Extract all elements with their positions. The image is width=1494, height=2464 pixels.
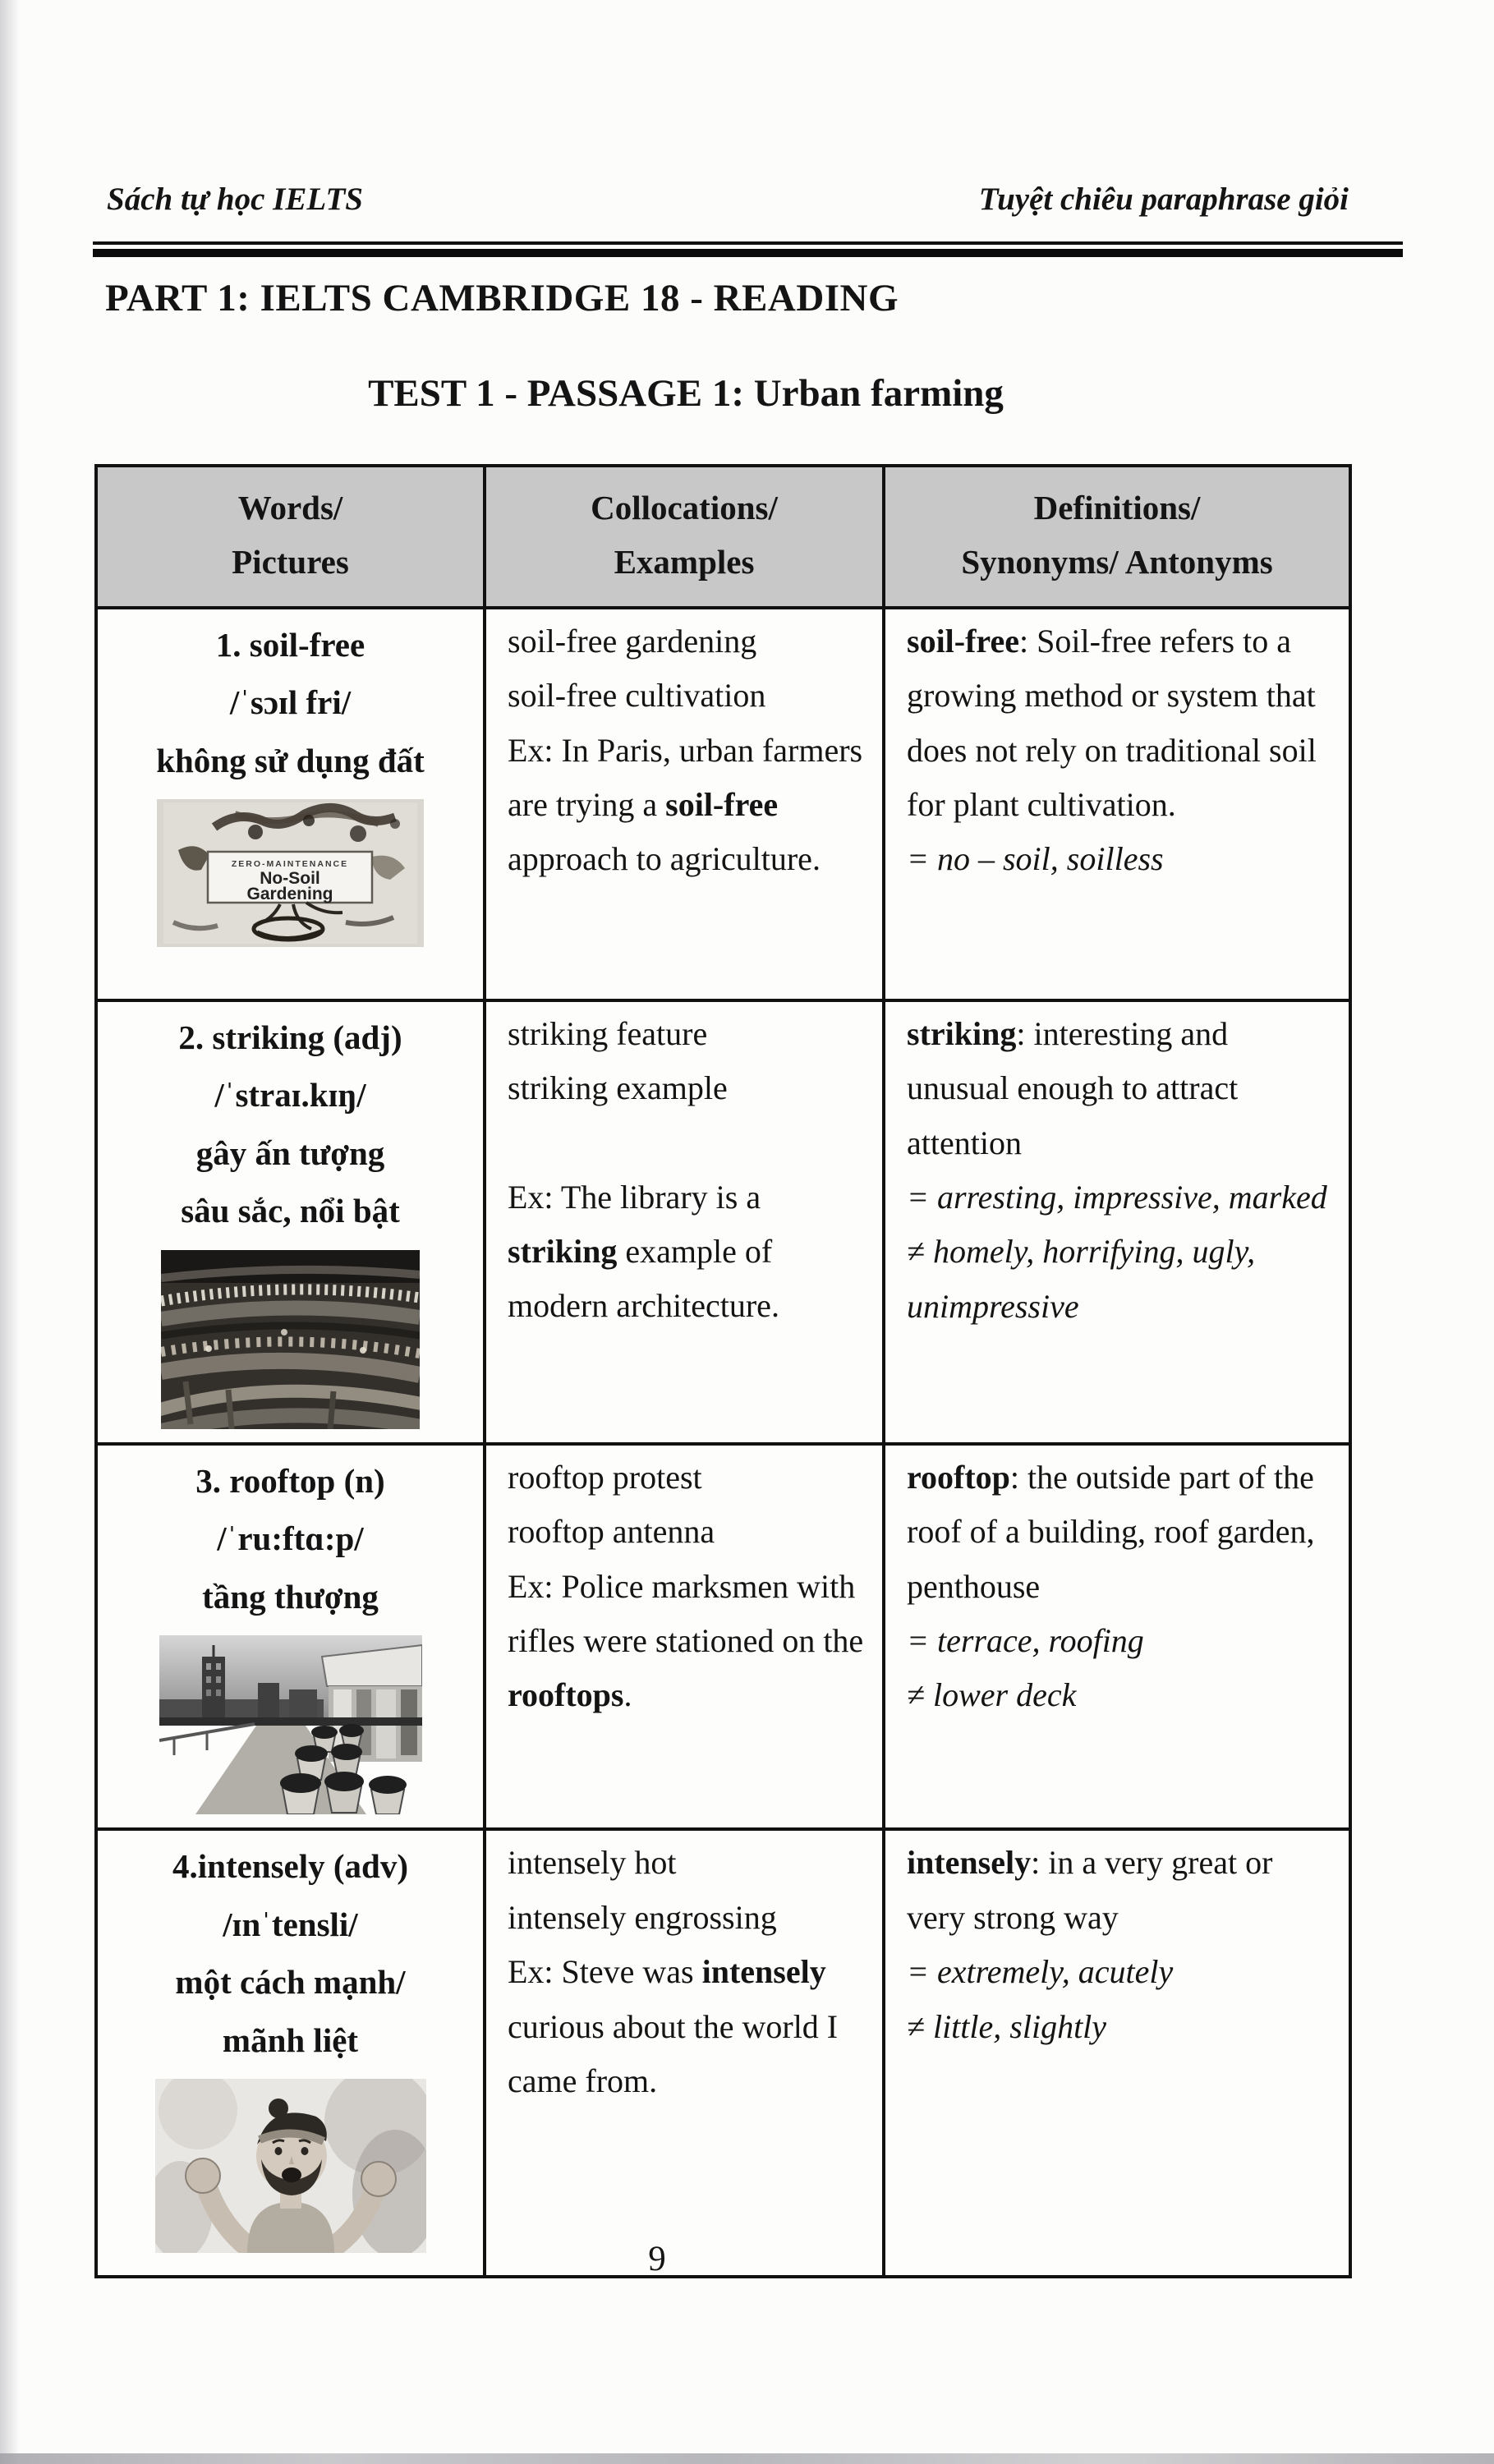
- word-line: 4.intensely (adv): [172, 1847, 408, 1886]
- header-collocations-examples: Collocations/ Examples: [485, 466, 884, 608]
- word-cell: [96, 608, 485, 1000]
- word-line: 1. soil-free: [215, 625, 365, 664]
- cell-paragraph: [907, 2000, 1332, 2054]
- cell-paragraph: [907, 1614, 1332, 1668]
- text-segment: striking example: [508, 1069, 728, 1107]
- cell-paragraph: [907, 832, 1332, 886]
- header-definitions-synonyms: Definitions/ Synonyms/ Antonyms: [884, 466, 1350, 608]
- collocations-cell: [485, 608, 884, 1000]
- text-segment: Ex: In Paris, urban farmers are trying a: [508, 731, 863, 823]
- definitions-cell: [884, 1000, 1350, 1444]
- word-line: 2. striking (adj): [178, 1018, 402, 1056]
- word-cell: [96, 1444, 485, 1830]
- cell-paragraph: [508, 614, 866, 669]
- cell-paragraph: [907, 1225, 1332, 1334]
- text-segment: Ex: The library is a: [508, 1178, 761, 1216]
- text-segment: .: [623, 1676, 632, 1714]
- text-segment: intensely engrossing: [508, 1898, 777, 1936]
- text-segment: approach to agriculture.: [508, 840, 821, 878]
- vocabulary-table: [94, 464, 1352, 2278]
- text-segment: rooftop: [907, 1458, 1010, 1496]
- word-cell: [96, 1000, 485, 1444]
- header-rule: [93, 241, 1403, 257]
- text-segment: soil-free: [665, 785, 779, 823]
- text-segment: curious about the world I came from.: [508, 2007, 839, 2099]
- text-segment: striking feature: [508, 1014, 708, 1052]
- text-segment: Ex: Steve was: [508, 1953, 702, 1991]
- table-row: [96, 608, 1350, 1000]
- text-segment: ≠ homely, horrifying, ugly, unimpressive: [907, 1233, 1256, 1325]
- text-segment: soil-free: [907, 622, 1019, 660]
- text-segment: soil-free gardening: [508, 622, 757, 660]
- table-header-row: [96, 466, 1350, 608]
- page-number: 9: [648, 2240, 666, 2278]
- header-words-pictures: Words/ Pictures: [96, 466, 485, 608]
- page-subtitle: TEST 1 - PASSAGE 1: Urban farming: [368, 372, 1004, 415]
- text-segment: = extremely, acutely: [907, 1953, 1174, 1991]
- running-header: [107, 181, 1349, 218]
- excited-man-art: [155, 2079, 426, 2253]
- definitions-cell: [884, 1829, 1350, 2277]
- meaning-line: sâu sắc, nổi bật: [181, 1192, 400, 1230]
- header-right-title: Tuyệt chiêu paraphrase giỏi: [978, 182, 1349, 217]
- text-segment: : interesting and unusual enough to attract attention: [907, 1014, 1239, 1161]
- cell-paragraph: [907, 1450, 1332, 1614]
- svg-text:ZERO-MAINTENANCE: ZERO-MAINTENANCE: [231, 859, 349, 870]
- text-segment: example of modern architecture.: [508, 1232, 779, 1325]
- text-segment: soil-free cultivation: [508, 677, 766, 715]
- rooftop-garden-art: [159, 1635, 422, 1814]
- text-segment: rooftop antenna: [508, 1513, 715, 1551]
- text-segment: intensely: [701, 1953, 826, 1991]
- cell-paragraph: [508, 724, 866, 887]
- svg-text:Gardening: Gardening: [246, 885, 333, 904]
- text-segment: intensely: [907, 1844, 1032, 1882]
- cell-paragraph: [508, 1450, 866, 1505]
- text-segment: : the outside part of the roof of a building, roof garden, penthouse: [907, 1458, 1315, 1605]
- collocations-cell: [485, 1000, 884, 1444]
- phonetic-line: /ɪnˈtensli/: [223, 1905, 358, 1943]
- word-line: 3. rooftop (n): [195, 1461, 385, 1500]
- header-left-title: Sách tự học IELTS: [107, 182, 363, 217]
- meaning-line: tầng thượng: [202, 1577, 379, 1616]
- text-segment: ≠ lower deck: [907, 1676, 1077, 1714]
- phonetic-line: /ˈsɔɪl fri/: [229, 683, 352, 722]
- theatre-interior-art: [161, 1250, 420, 1429]
- text-segment: rooftops: [508, 1676, 624, 1714]
- cell-paragraph: [907, 1170, 1332, 1225]
- meaning-line: một cách mạnh/: [175, 1963, 406, 2002]
- definitions-cell: [884, 1444, 1350, 1830]
- cell-paragraph: [907, 614, 1332, 833]
- text-segment: striking: [907, 1014, 1017, 1052]
- phonetic-line: /ˈru:ftɑ:p/: [217, 1519, 364, 1558]
- table-row: [96, 1444, 1350, 1830]
- cell-paragraph: [907, 1945, 1332, 1999]
- cell-paragraph: [508, 1061, 866, 1115]
- text-segment: Ex: Police marksmen with rifles were stationed on the: [508, 1567, 864, 1660]
- phonetic-line: /ˈstraɪ.kɪŋ/: [214, 1076, 366, 1115]
- cell-paragraph: [508, 669, 866, 723]
- cell-paragraph: [508, 1945, 866, 2108]
- text-segment: : in a very great or very strong way: [907, 1844, 1273, 1936]
- collocations-cell: [485, 1829, 884, 2277]
- collocations-cell: [485, 1444, 884, 1830]
- rooftop-garden-image: [103, 1635, 478, 1814]
- cell-paragraph: [508, 1505, 866, 1559]
- cell-paragraph: [508, 1891, 866, 1945]
- no-soil-gardening-book-image: [103, 799, 478, 947]
- text-segment: : Soil-free refers to a growing method or system that does not rely on traditional soil for plant cultivation.: [907, 622, 1317, 823]
- no-soil-gardening-book-art: [157, 799, 424, 947]
- meaning-line: không sử dụng đất: [156, 741, 425, 779]
- cell-paragraph: [907, 1007, 1332, 1170]
- cell-paragraph: [508, 1170, 866, 1334]
- text-segment: striking: [508, 1232, 618, 1270]
- text-segment: = no – soil, soilless: [907, 840, 1164, 878]
- text-segment: intensely hot: [508, 1844, 677, 1882]
- excited-man-image: [103, 2079, 478, 2253]
- meaning-line: mãnh liệt: [222, 2020, 359, 2059]
- text-segment: = terrace, roofing: [907, 1622, 1144, 1660]
- meaning-line: gây ấn tượng: [195, 1133, 385, 1172]
- word-cell: [96, 1829, 485, 2277]
- table-row: [96, 1829, 1350, 2277]
- text-segment: = arresting, impressive, marked: [907, 1178, 1327, 1216]
- svg-text:No-Soil: No-Soil: [260, 869, 320, 889]
- theatre-interior-image: [103, 1250, 478, 1429]
- table-row: [96, 1000, 1350, 1444]
- text-segment: ≠ little, slightly: [907, 2007, 1107, 2045]
- cell-paragraph: [508, 1836, 866, 1890]
- cell-paragraph: [907, 1836, 1332, 1945]
- definitions-cell: [884, 608, 1350, 1000]
- scan-edge-shading: [0, 0, 20, 2464]
- cell-paragraph: [508, 1007, 866, 1061]
- text-segment: rooftop protest: [508, 1458, 702, 1496]
- scan-bottom-artifact: [0, 2453, 1494, 2464]
- page-title: PART 1: IELTS CAMBRIDGE 18 - READING: [105, 277, 899, 319]
- cell-paragraph: [907, 1668, 1332, 1722]
- cell-paragraph: [508, 1560, 866, 1723]
- vocabulary-table-body: [96, 608, 1350, 2278]
